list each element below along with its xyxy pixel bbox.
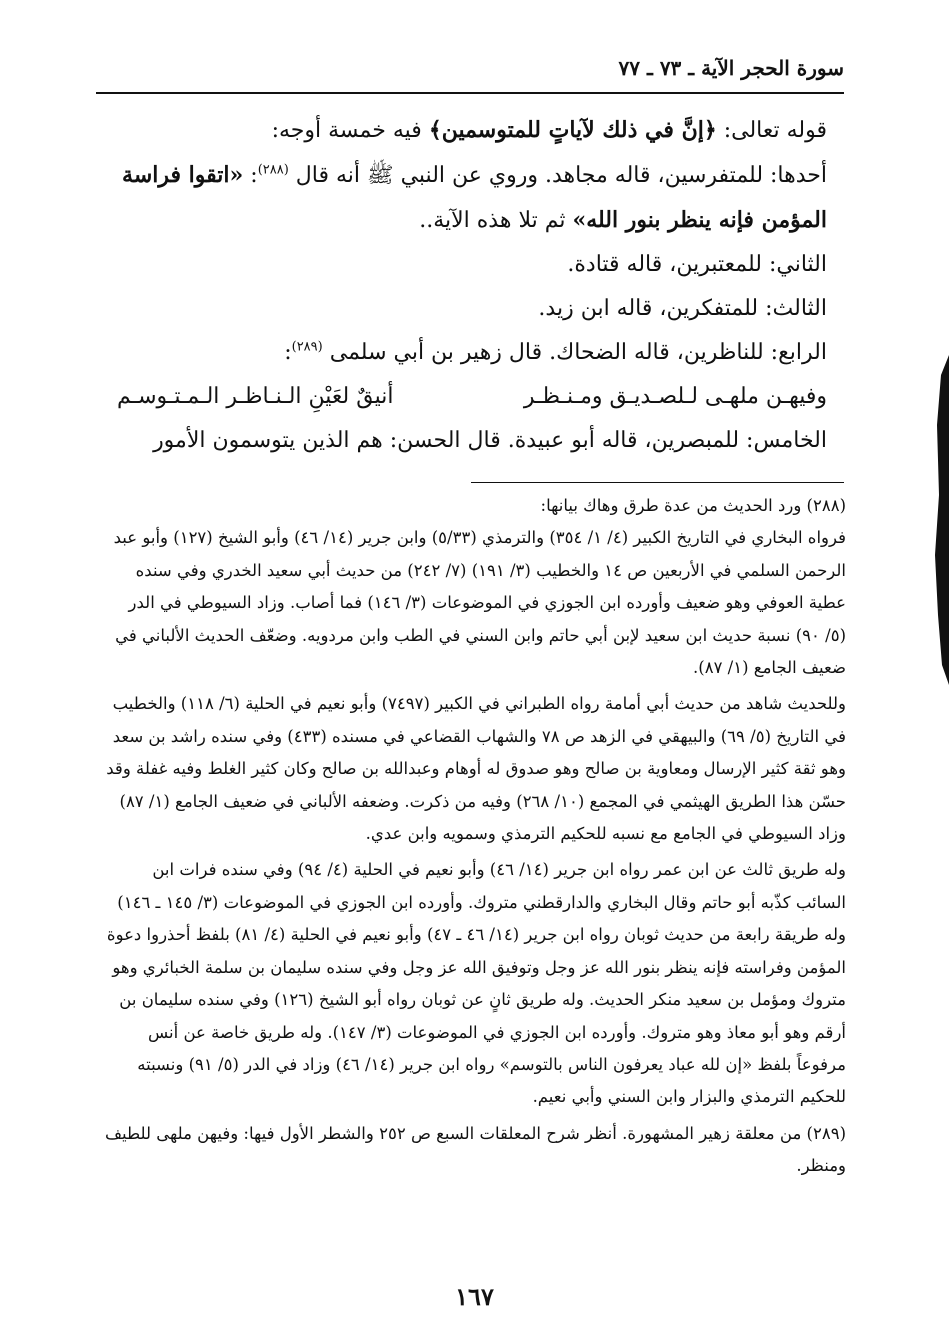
footnote-ref-288: (٢٨٨): [257, 162, 289, 178]
poetry-verse: [117, 375, 827, 419]
third-aspect: الثالث: للمتفكرين، قاله ابن زيد.: [538, 296, 827, 321]
footnote-288-heading: (٢٨٨) ورد الحديث من عدة طرق وهاك بيانها:: [540, 496, 846, 515]
footnote-288-paragraph: وللحديث شاهد من حديث أبي أمامة رواه الطبراني في الكبير (٧٤٩٧) وأبو نعيم في الحلية (٦/ ١١٨) والخطيب في التاريخ (٥/ ٦٩) والبيهقي في الزهد ص ٧٨ والشهاب القضاعي في مسنده (٤٣٣) وفي سنده راشد بن سعد وهو ثقة كثير الإرسال ومعاوية بن صالح وهو صدوق له أوهام وعبدالله بن صالح وكان كثير الغلط وفيه غفلة وقد حسّن هذا الطريق الهيثمي في المجمع (١٠/ ٢٦٨) وفيه من ذكرت. وضعفه الألباني في ضعيف الجامع (١/ ٨٧) وزاد السيوطي في الجامع مع نسبه للحكيم الترمذي وسمويه وابن عدي.: [106, 694, 846, 844]
page-number: ١٦٧: [455, 1282, 494, 1311]
scan-edge-mark: [935, 355, 949, 685]
fourth-aspect: [117, 331, 827, 375]
fifth-aspect: الخامس: للمبصرين، قاله أبو عبيدة. قال الحسن: هم الذين يتوسمون الأمور: [153, 428, 827, 453]
quran-verse: ﴿إنَّ في ذلك لآياتٍ للمتوسمين﴾: [428, 117, 717, 143]
footnote-289: (٢٨٩) من معلقة زهير المشهورة. أنظر شرح المعلقات السبع ص ٢٥٢ والشطر الأول فيها: وفيهن ملهى للطيف ومنظر.: [104, 1123, 846, 1176]
poetry-first-hemistich: وفيهـن ملهـى لـلصـديـق ومـنـظـر: [523, 384, 827, 409]
verse-line: [117, 108, 827, 153]
hadith-text: «اتقوا فراسة المؤمن فإنه ينظر بنور الله»: [122, 162, 827, 233]
footnotes: [104, 490, 846, 1183]
first-aspect-sep: :: [243, 163, 258, 188]
header-rule: [96, 92, 844, 94]
first-aspect-text: أحدها: للمتفرسين، قاله مجاهد. وروي عن النبي ﷺ أنه قال: [288, 163, 827, 188]
footnote-288-paragraph: فرواه البخاري في التاريخ الكبير (٤/ ١/ ٣٥٤) والترمذي (٥/٣٣) وابن جرير (١٤/ ٤٦) وأبو الشيخ (١٢٧) وأبو عبد الرحمن السلمي في الأربعين ص ١٤ والخطيب (٣/ ١٩١) (٧/ ٢٤٢) من حديث أبي سعيد الخدري وفي سنده عطية العوفي وهو ضعيف وأورده ابن الجوزي في الموضوعات (٣/ ١٤٦) فما أصاب. وزاد السيوطي في الدر (٥/ ٩٠) نسبة حديث ابن سعيد لإبن أبي حاتم وابن السني في الطب وابن مردويه. وضعّف الحديث الألباني في ضعيف الجامع (١/ ٨٧).: [113, 528, 846, 678]
fourth-aspect-text: الرابع: للناظرين، قاله الضحاك. قال زهير بن أبي سلمى: [322, 340, 827, 365]
poetry-second-hemistich: أنيقٌ لعَيْنِ الـنـاظـر الـمـتـوسـم: [117, 384, 394, 409]
verse-after: فيه خمسة أوجه:: [271, 118, 429, 143]
footnote-rule: [471, 482, 844, 483]
first-aspect-end: ثم تلا هذه الآية..: [419, 208, 573, 233]
verse-intro: قوله تعالى:: [716, 118, 827, 143]
second-aspect: الثاني: للمعتبرين، قاله قتادة.: [567, 252, 827, 277]
running-header: سورة الحجر الآية ـ ٧٣ ـ ٧٧: [618, 56, 844, 80]
first-aspect: [117, 153, 827, 243]
footnote-288-paragraph: وله طريق ثالث عن ابن عمر رواه ابن جرير (١٤/ ٤٦) وأبو نعيم في الحلية (٤/ ٩٤) وفي سنده فرات ابن السائب كذّبه أبو حاتم وقال البخاري والدارقطني متروك. وأورده ابن الجوزي في الموضوعات (٣/ ١٤٥ ـ ١٤٦) وله طريقة رابعة من حديث ثوبان رواه ابن جرير (١٤/ ٤٦ ـ ٤٧) وأبو نعيم في الحلية (٤/ ٨١) بلفظ أحذروا دعوة المؤمن وفراسته فإنه ينظر بنور الله عز وجل وتوفيق الله عز وجل وفي سنده سليمان بن سلمة الخبائري وهو متروك ومؤمل بن سعيد منكر الحديث. وله طريق ثانٍ عن ثوبان رواه أبو الشيخ (١٢٦) وفي سنده سليمان بن أرقم وهو أبو معاذ وهو متروك. وأورده ابن الجوزي في الموضوعات (٣/ ١٤٧). وله طريق خاصة عن أنس مرفوعاً بلفظ «إن لله عباد يعرفون الناس بالتوسم» رواه ابن جرير (١٤/ ٤٦) وزاد في الدر (٥/ ٩١) ونسبته للحكيم الترمذي والبزار وابن السني وأبي نعيم.: [106, 860, 846, 1107]
fourth-aspect-end: :: [284, 340, 292, 365]
main-text: [117, 108, 827, 463]
footnote-ref-289: (٢٨٩): [291, 339, 323, 355]
